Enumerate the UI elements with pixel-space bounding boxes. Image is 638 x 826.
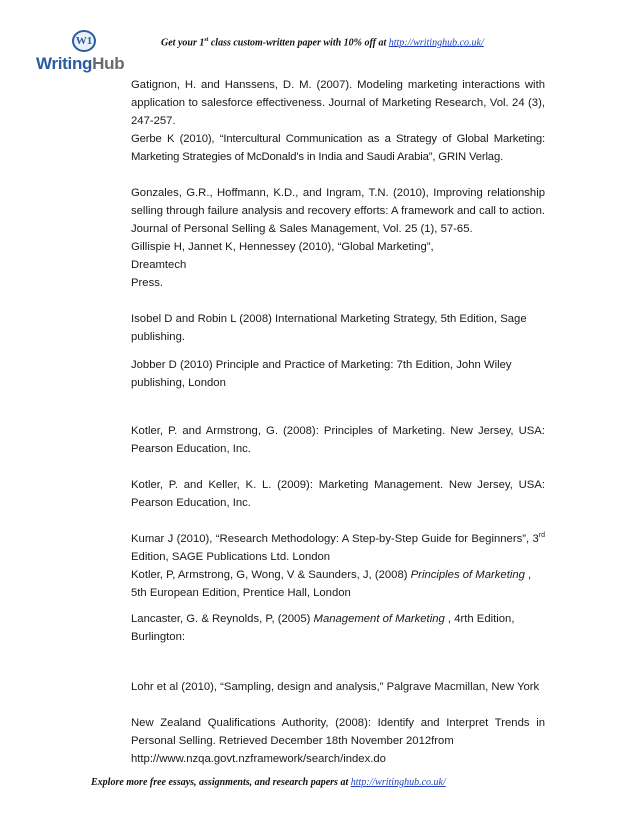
header-text-post: class custom-written paper with 10% off at <box>208 37 389 49</box>
ref-lancaster-title: Management of Marketing <box>313 613 445 625</box>
ref-lancaster <box>131 610 545 646</box>
logo-word-hub: Hub <box>92 54 125 73</box>
ref-kotler-wong-authors: Kotler, P, Armstrong, G, Wong, V & Saunders, J, (2008) <box>131 569 411 581</box>
footer-text: Explore more free essays, assignments, and research papers at <box>91 777 351 788</box>
ref-kotler-wong <box>131 566 545 602</box>
ref-gillispie-press: Press. <box>131 277 164 289</box>
footer-link[interactable]: http://writinghub.co.uk/ <box>350 777 446 788</box>
ref-isobel: Isobel D and Robin L (2008) International Marketing Strategy, 5th Edition, Sage publishing. <box>131 313 527 343</box>
logo-wordmark <box>36 54 124 74</box>
ref-nzqa: New Zealand Qualifications Authority, (2008): Identify and Interpret Trends in Personal Selling. Retrieved December 18th November 2012from <box>131 717 545 747</box>
header-sup: st <box>204 37 209 43</box>
ref-gillispie <box>131 238 545 292</box>
ref-gillispie-text: Gillispie H, Jannet K, Hennessey (2010), “Global Marketing”, <box>131 241 434 253</box>
ref-kumar-rest: Edition, SAGE Publications Ltd. London <box>131 551 331 563</box>
ref-lancaster-authors: Lancaster, G. & Reynolds, P, (2005) <box>131 613 314 625</box>
ref-gatignon: Gatignon, H. and Hanssens, D. M. (2007). Modeling marketing interactions with application to salesforce effectiveness. Journal of Marketing Research, Vol. 24 (3), 247-257. <box>131 79 545 127</box>
footer-promo <box>91 777 446 788</box>
ref-kumar-main: Kumar J (2010), “Research Methodology: A Step-by-Step Guide for Beginners”, 3 <box>131 533 539 545</box>
ref-jobber: Jobber D (2010) Principle and Practice of Marketing: 7th Edition, John Wiley publishing, London <box>131 359 512 389</box>
ref-gerbe: Gerbe K (2010), “Intercultural Communication as a Strategy of Global Marketing: Marketing Strategies of McDonald's in India and Saudi Arabia”, GRIN Verlag. <box>131 133 545 163</box>
header-promo <box>161 37 484 48</box>
logo-word-writing: Writing <box>36 54 93 73</box>
logo-badge: W1 <box>72 30 96 52</box>
ref-lohr: Lohr et al (2010), “Sampling, design and analysis,” Palgrave Macmillan, New York <box>131 681 540 693</box>
ref-kotler-keller: Kotler, P. and Keller, K. L. (2009): Marketing Management. New Jersey, USA: Pearson Education, Inc. <box>131 479 545 509</box>
ref-gonzales: Gonzales, G.R., Hoffmann, K.D., and Ingram, T.N. (2010), Improving relationship selling through failure analysis and recovery efforts: A framework and call to action. Journal of Personal Selling & Sales Management, Vol. 25 (1), 57-65. <box>131 187 545 235</box>
ref-lancaster-edition: , 4rth Edition, Burlington: <box>131 613 515 643</box>
header-link[interactable]: http://writinghub.co.uk/ <box>388 37 484 49</box>
ref-kotler-wong-edition: , 5th European Edition, Prentice Hall, London <box>131 569 532 599</box>
ref-kumar <box>131 530 545 566</box>
ref-gillispie-publisher: Dreamtech <box>131 259 187 271</box>
ref-kumar-sup: rd <box>538 532 545 540</box>
writinghub-logo <box>36 30 126 76</box>
reference-list <box>131 76 545 768</box>
ref-nzqa-url: http://www.nzqa.govt.nzframework/search/index.do <box>131 753 386 765</box>
header-text-pre: Get your 1 <box>161 37 205 49</box>
ref-kotler-armstrong: Kotler, P. and Armstrong, G. (2008): Principles of Marketing. New Jersey, USA: Pearson Education, Inc. <box>131 425 545 455</box>
ref-kotler-wong-title: Principles of Marketing <box>410 569 525 581</box>
